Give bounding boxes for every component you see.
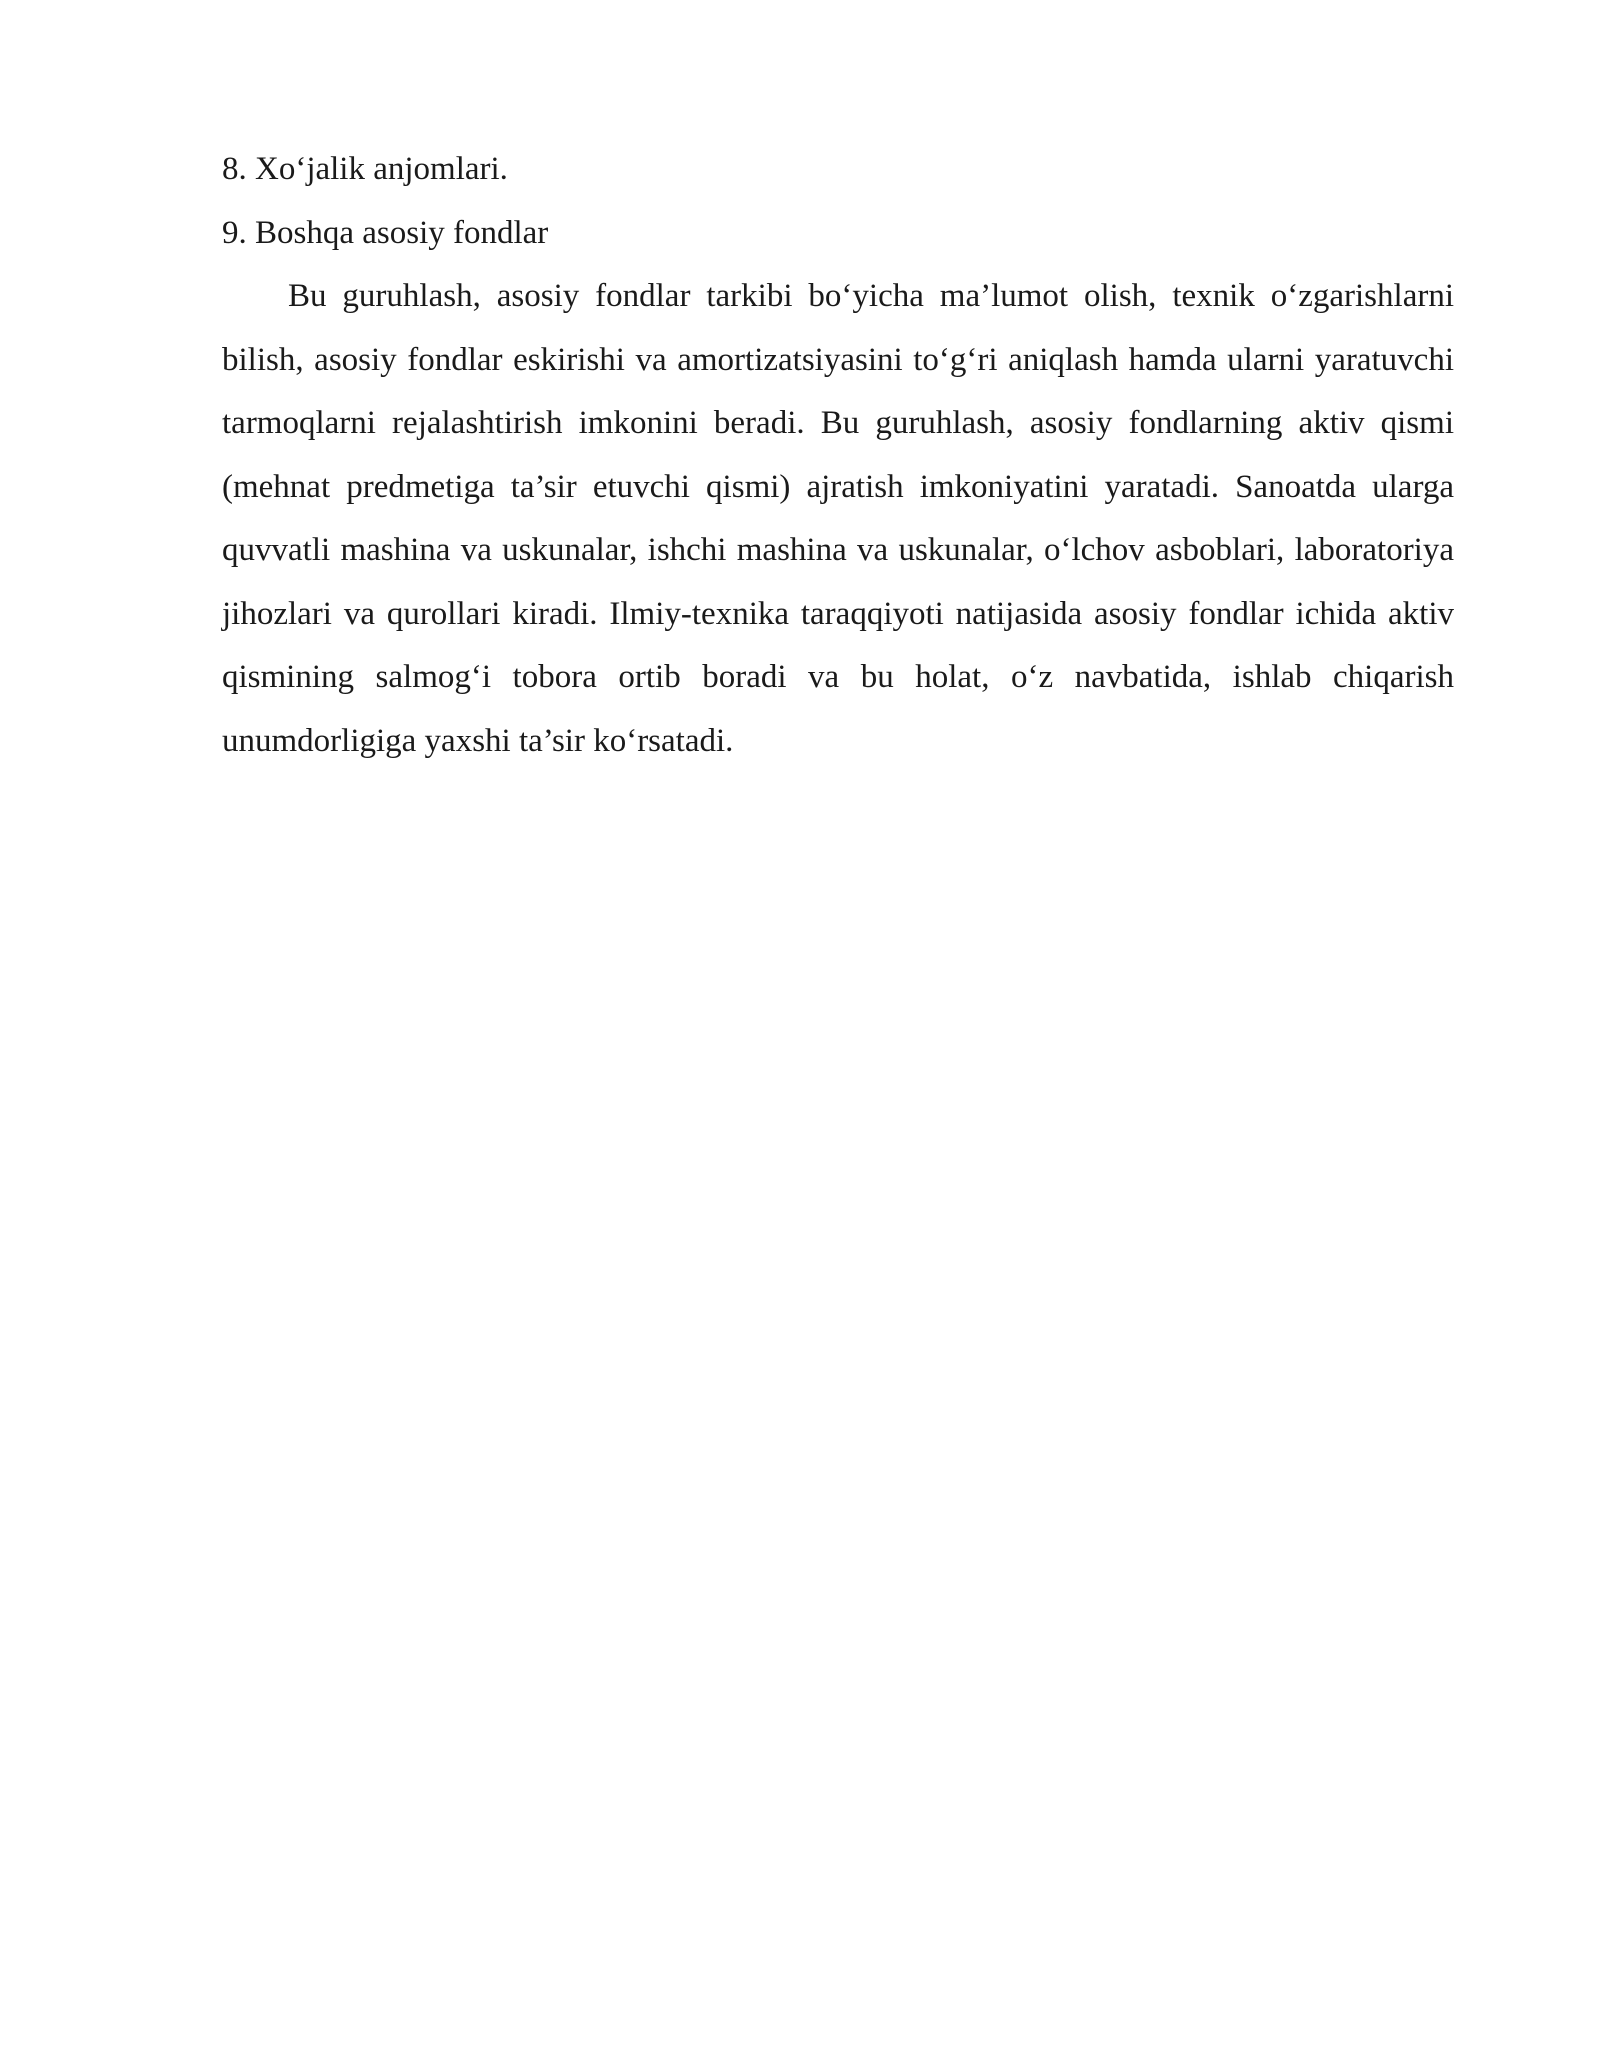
body-paragraph: Bu guruhlash, asosiy fondlar tarkibi bo‘yicha ma’lumot olish, texnik o‘zgarishlarni bilish, asosiy fondlar eskirishi va amortizatsiyasini to‘g‘ri aniqlash hamda ularni yaratuvchi tarmoqlarni rejalashtirish imkonini beradi. Bu guruhlash, asosiy fondlarning aktiv qismi (mehnat predmetiga ta’sir etuvchi qismi) ajratish imkoniyatini yaratadi. Sanoatda ularga quvvatli mashina va uskunalar, ishchi mashina va uskunalar, o‘lchov asboblari, laboratoriya jihozlari va qurollari kiradi. Ilmiy-texnika taraqqiyoti natijasida asosiy fondlar ichida aktiv qismining salmog‘i tobora ortib boradi va bu holat, o‘z navbatida, ishlab chiqarish unumdorligiga yaxshi ta’sir ko‘rsatadi. <box>222 278 1454 759</box>
page-content <box>222 138 1454 773</box>
list-item-8: 8. Xo‘jalik anjomlari. <box>222 151 508 187</box>
list-item-9: 9. Boshqa asosiy fondlar <box>222 214 549 251</box>
